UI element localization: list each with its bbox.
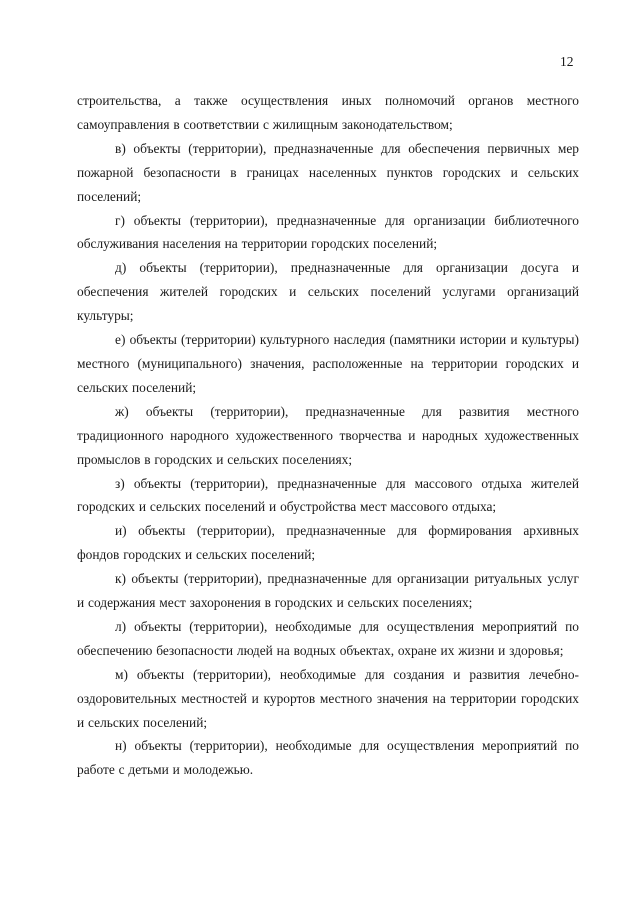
paragraph-item-e: е) объекты (территории) культурного наследия (памятники истории и культуры) местного (муниципального) значения, расположенные на территории городских и сельских поселений; <box>77 332 579 395</box>
paragraph-item-v: в) объекты (территории), предназначенные для обеспечения первичных мер пожарной безопасности в границах населенных пунктов городских и сельских поселений; <box>77 140 579 204</box>
document-body <box>77 89 579 782</box>
paragraph-continuation: строительства, а также осуществления иных полномочий органов местного самоуправления в соответствии с жилищным законодательством; <box>77 93 579 132</box>
paragraph-item-z: з) объекты (территории), предназначенные для массового отдыха жителей городских и сельских поселений и обустройства мест массового отдыха; <box>77 475 579 515</box>
paragraph-item-n: н) объекты (территории), необходимые для осуществления мероприятий по работе с детьми и молодежью. <box>77 738 579 778</box>
paragraph-item-d: д) объекты (территории), предназначенные для организации досуга и обеспечения жителей городских и сельских поселений услугами организаций культуры; <box>77 260 579 324</box>
paragraph-item-g: г) объекты (территории), предназначенные для организации библиотечного обслуживания населения на территории городских поселений; <box>77 212 579 252</box>
paragraph-item-zh: ж) объекты (территории), предназначенные для развития местного традиционного народного художественного творчества и народных художественных промыслов в городских и сельских поселениях; <box>77 403 579 467</box>
paragraph-item-l: л) объекты (территории), необходимые для осуществления мероприятий по обеспечению безопасности людей на водных объектах, охране их жизни и здоровья; <box>77 618 579 658</box>
paragraph-item-i: и) объекты (территории), предназначенные для формирования архивных фондов городских и сельских поселений; <box>77 523 579 563</box>
paragraph-item-k: к) объекты (территории), предназначенные для организации ритуальных услуг и содержания мест захоронения в городских и сельских поселениях; <box>77 571 579 611</box>
paragraph-item-m: м) объекты (территории), необходимые для создания и развития лечебно-оздоровительных местностей и курортов местного значения на территории городских и сельских поселений; <box>77 666 579 730</box>
page-number: 12 <box>560 54 574 69</box>
